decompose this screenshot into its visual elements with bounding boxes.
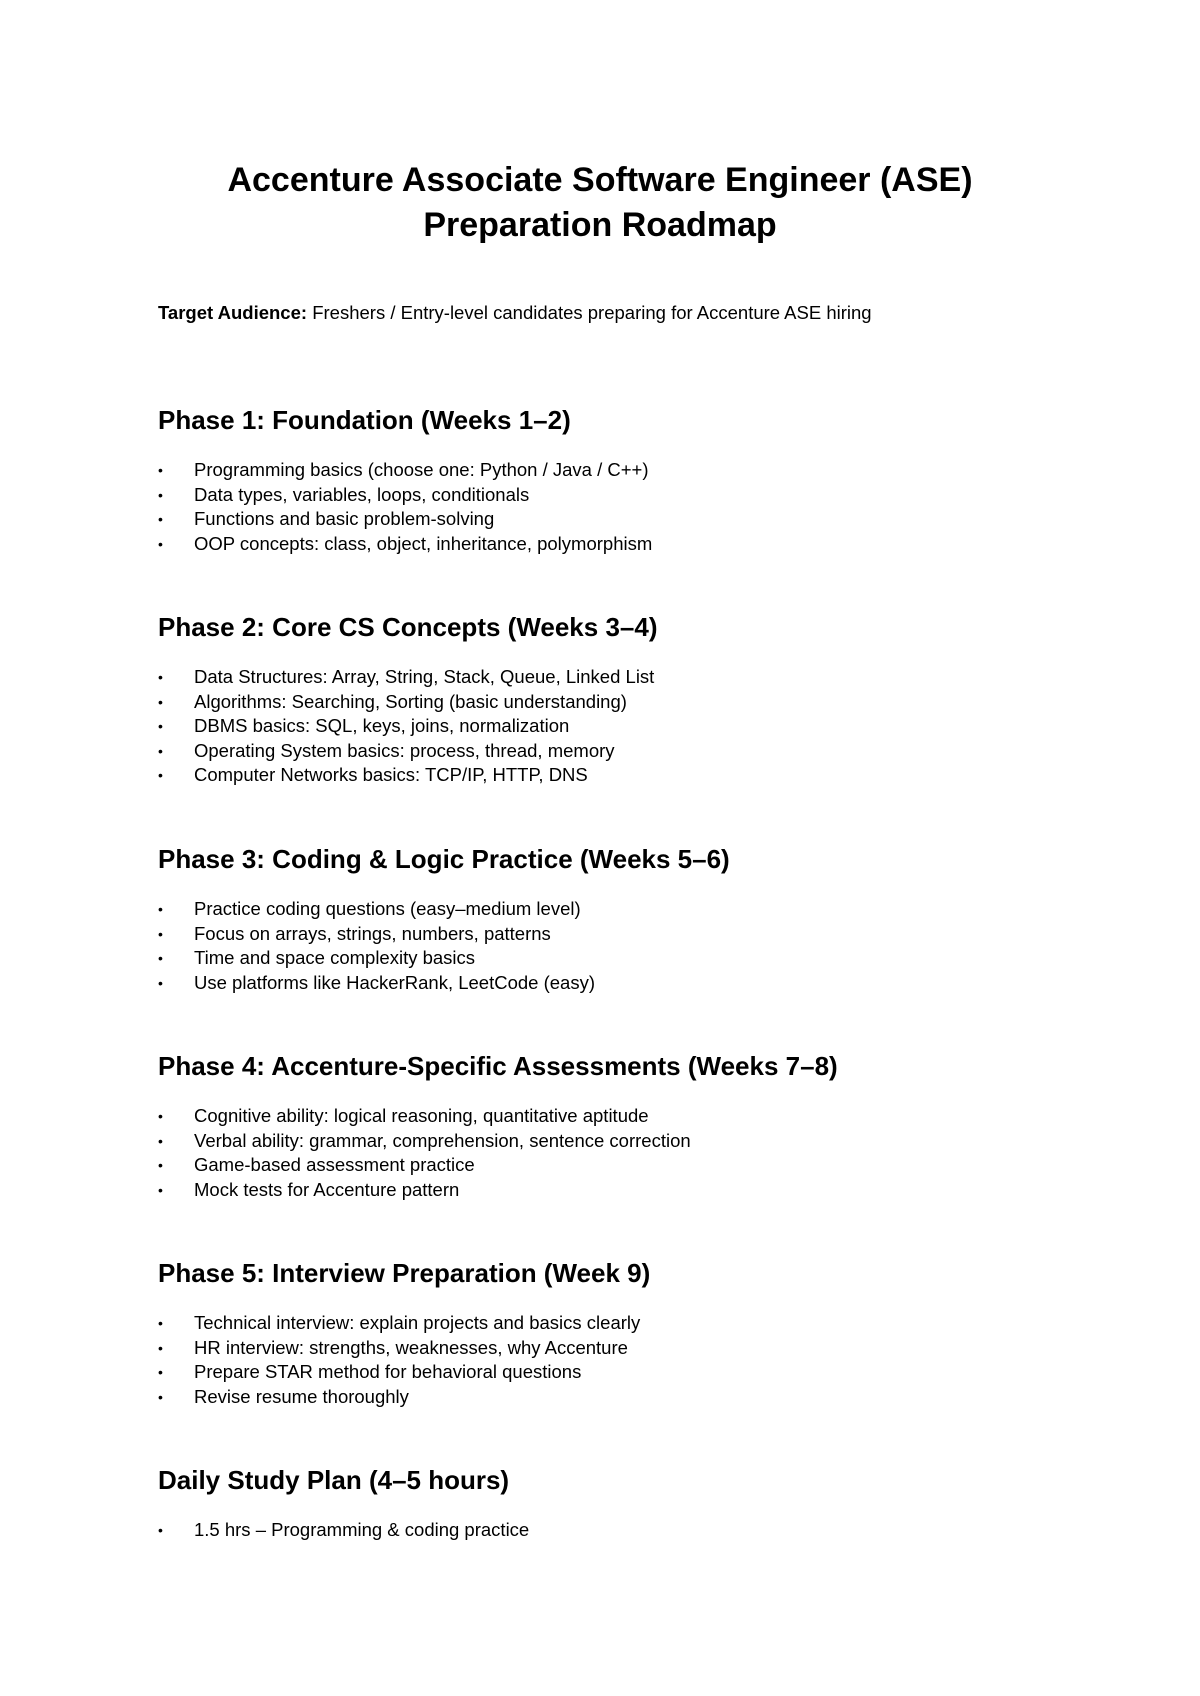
- list-item: [158, 971, 1118, 996]
- target-audience-label: Target Audience:: [158, 302, 308, 323]
- bullet-list: [158, 1311, 1118, 1409]
- section-heading: Phase 2: Core CS Concepts (Weeks 3–4): [158, 612, 658, 642]
- section-phase-4: [158, 1050, 1118, 1202]
- target-audience: [158, 301, 872, 325]
- bullet-icon: •: [158, 1364, 163, 1381]
- list-item-text: Game-based assessment practice: [194, 1154, 475, 1176]
- bullet-icon: •: [158, 693, 163, 710]
- bullet-icon: •: [158, 1157, 163, 1174]
- list-item: [158, 665, 1118, 690]
- section-heading: Daily Study Plan (4–5 hours): [158, 1465, 510, 1495]
- list-item: [158, 897, 1118, 922]
- list-item-text: Computer Networks basics: TCP/IP, HTTP, DNS: [194, 764, 588, 786]
- list-item: [158, 763, 1118, 788]
- section-daily-study-plan: [158, 1464, 1118, 1543]
- list-item-text: Data types, variables, loops, conditionals: [194, 483, 530, 505]
- list-item: [158, 532, 1118, 557]
- bullet-icon: •: [158, 925, 163, 942]
- section-heading: Phase 1: Foundation (Weeks 1–2): [158, 405, 571, 435]
- list-item: [158, 1518, 1118, 1543]
- list-item: [158, 946, 1118, 971]
- bullet-icon: •: [158, 767, 163, 784]
- list-item-text: Cognitive ability: logical reasoning, quantitative aptitude: [194, 1105, 649, 1126]
- bullet-icon: •: [158, 1315, 163, 1331]
- bullet-list: [158, 458, 1118, 556]
- bullet-list: [158, 1518, 1118, 1543]
- bullet-icon: •: [158, 718, 163, 735]
- list-item: [158, 1360, 1118, 1385]
- list-item: [158, 1311, 1118, 1336]
- list-item-text: OOP concepts: class, object, inheritance, polymorphism: [194, 532, 653, 554]
- list-item: [158, 739, 1118, 764]
- section-phase-1: [158, 404, 1118, 556]
- list-item-text: Technical interview: explain projects and basics clearly: [194, 1312, 641, 1333]
- bullet-icon: •: [158, 901, 163, 917]
- bullet-icon: •: [158, 1181, 163, 1198]
- list-item: [158, 1385, 1118, 1410]
- bullet-icon: •: [158, 1108, 163, 1124]
- list-item-text: Time and space complexity basics: [194, 947, 476, 969]
- bullet-icon: •: [158, 1132, 163, 1149]
- list-item: [158, 1336, 1118, 1361]
- bullet-icon: •: [158, 462, 163, 478]
- document-title: [0, 158, 1200, 248]
- list-item-text: Focus on arrays, strings, numbers, patterns: [194, 922, 551, 944]
- section-phase-3: [158, 843, 1118, 995]
- list-item-text: HR interview: strengths, weaknesses, why Accenture: [194, 1336, 628, 1358]
- title-line-1: Accenture Associate Software Engineer (ASE): [227, 161, 973, 199]
- list-item: [158, 1153, 1118, 1178]
- list-item-text: Use platforms like HackerRank, LeetCode (easy): [194, 971, 595, 993]
- list-item-text: Mock tests for Accenture pattern: [194, 1178, 460, 1200]
- bullet-icon: •: [158, 1388, 163, 1405]
- bullet-icon: •: [158, 974, 163, 991]
- section-phase-2: [158, 611, 1118, 788]
- list-item-text: Programming basics (choose one: Python / Java / C++): [194, 459, 649, 480]
- bullet-icon: •: [158, 950, 163, 967]
- list-item: [158, 714, 1118, 739]
- bullet-list: [158, 1104, 1118, 1202]
- list-item: [158, 507, 1118, 532]
- list-item: [158, 1129, 1118, 1154]
- section-heading: Phase 3: Coding & Logic Practice (Weeks 5–6): [158, 844, 730, 874]
- list-item-text: Functions and basic problem-solving: [194, 508, 495, 530]
- list-item-text: Verbal ability: grammar, comprehension, sentence correction: [194, 1129, 691, 1151]
- bullet-icon: •: [158, 669, 163, 685]
- list-item-text: Practice coding questions (easy–medium level): [194, 898, 581, 919]
- list-item-text: Algorithms: Searching, Sorting (basic understanding): [194, 690, 627, 712]
- list-item-text: DBMS basics: SQL, keys, joins, normalization: [194, 715, 570, 737]
- list-item: [158, 1178, 1118, 1203]
- bullet-icon: •: [158, 742, 163, 759]
- bullet-icon: •: [158, 535, 163, 552]
- bullet-icon: •: [158, 486, 163, 503]
- section-heading: Phase 5: Interview Preparation (Week 9): [158, 1258, 651, 1288]
- bullet-list: [158, 665, 1118, 788]
- list-item: [158, 483, 1118, 508]
- bullet-list: [158, 897, 1118, 995]
- list-item-text: Prepare STAR method for behavioral questions: [194, 1361, 582, 1383]
- title-line-2: Preparation Roadmap: [423, 206, 777, 244]
- list-item-text: Data Structures: Array, String, Stack, Queue, Linked List: [194, 666, 655, 687]
- list-item-text: Operating System basics: process, thread, memory: [194, 739, 615, 761]
- section-phase-5: [158, 1257, 1118, 1409]
- list-item: [158, 922, 1118, 947]
- section-heading: Phase 4: Accenture-Specific Assessments (Weeks 7–8): [158, 1051, 838, 1081]
- bullet-icon: •: [158, 511, 163, 528]
- list-item: [158, 690, 1118, 715]
- list-item: [158, 1104, 1118, 1129]
- bullet-icon: •: [158, 1339, 163, 1356]
- bullet-icon: •: [158, 1522, 163, 1538]
- list-item-text: Revise resume thoroughly: [194, 1385, 409, 1407]
- list-item-text: 1.5 hrs – Programming & coding practice: [194, 1519, 530, 1540]
- list-item: [158, 458, 1118, 483]
- target-audience-text: Freshers / Entry-level candidates preparing for Accenture ASE hiring: [307, 302, 872, 323]
